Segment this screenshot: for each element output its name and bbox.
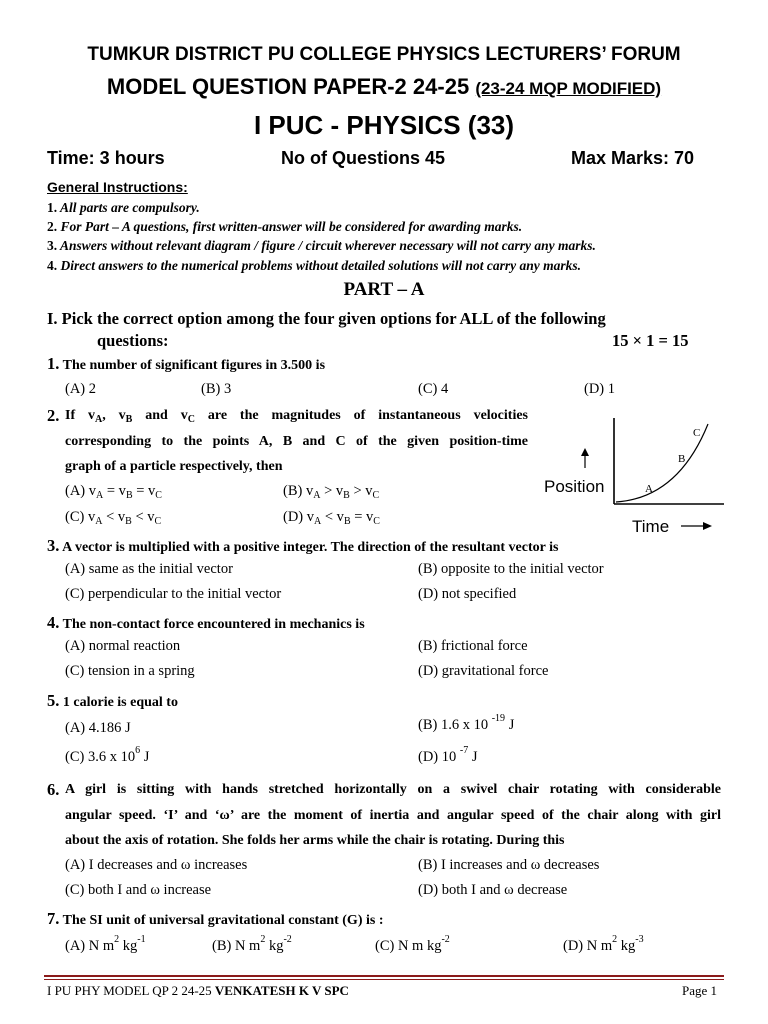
footer-rule	[44, 975, 724, 977]
q7-option-c: (C) N m $kg^{-2}$	[375, 934, 450, 954]
paper-note: (23-24 MQP MODIFIED)	[475, 79, 662, 98]
part-a-title: PART – A	[343, 279, 425, 300]
footer-left: I PU PHY MODEL QP 2 24-25 VENKATESH K V SPC	[47, 983, 349, 998]
q2-option-a: (A) $v_A = v_B = v_C$	[65, 483, 162, 501]
q3-option-a: (A) same as the initial vector	[65, 561, 233, 577]
subject-title: I PUC - PHYSICS (33)	[253, 110, 515, 140]
position-arrow-head-icon	[581, 448, 589, 456]
q6-option-a: (A) I decreases and ω increases	[65, 857, 248, 873]
question-3: 3. A vector is multiplied with a positive integer. The direction of the resultant vector is	[47, 536, 559, 555]
q5-option-d: (D) 10 $^{-7}$ J	[418, 745, 478, 765]
question-5: 5. 1 calorie is equal to	[47, 691, 178, 710]
q5-option-a: (A) 4.186 J	[65, 720, 131, 736]
section-marks: 15 × 1 = 15	[612, 331, 689, 350]
q7-option-b: (B) N $m^2$ $kg^{-2}$	[212, 934, 292, 954]
question-2-line-2: corresponding to the points A, B and C of the given position-time	[65, 434, 528, 449]
graph-x-label: Time	[632, 517, 670, 536]
q3-option-b: (B) opposite to the initial vector	[418, 561, 604, 577]
question-2-line-3: graph of a particle respectively, then	[65, 459, 283, 474]
instructions-title: General Instructions:	[47, 179, 188, 195]
footer-rule-thin	[44, 979, 724, 980]
q6-option-c: (C) both I and ω increase	[65, 882, 212, 898]
time-info: Time: 3 hours	[47, 148, 165, 168]
graph-point-c: C	[693, 427, 701, 439]
question-4: 4. The non-contact force encountered in mechanics is	[47, 613, 365, 632]
q2-option-d: (D) $v_A < v_B = v_C$	[283, 509, 380, 527]
question-2-number: 2.	[47, 406, 60, 425]
graph-point-a: A	[645, 483, 653, 495]
q7-option-d: (D) N $m^2$ $kg^{-3}$	[563, 934, 644, 954]
section-instruction: I. Pick the correct option among the four given options for ALL of the following	[47, 309, 606, 328]
q6-option-d: (D) both I and ω decrease	[418, 882, 568, 898]
q5-option-c: (C) 3.6 x $10^6$ J	[65, 745, 150, 765]
time-arrow-head-icon	[703, 522, 712, 530]
position-time-graph	[538, 412, 728, 540]
question-6-line-1: A girl is sitting with hands stretched horizontally on a swivel chair rotating with considerable	[65, 782, 721, 797]
q4-option-b: (B) frictional force	[418, 638, 528, 654]
questions-info: No of Questions 45	[281, 148, 446, 168]
instruction-3: 3. Answers without relevant diagram / figure / circuit wherever necessary will not carry any marks.	[47, 238, 596, 253]
paper-title: MODEL QUESTION PAPER-2 24-25 (23-24 MQP MODIFIED)	[106, 74, 662, 99]
q1-option-a: (A) 2	[65, 381, 97, 397]
question-6-line-3: about the axis of rotation. She folds her arms while the chair is rotating. During this	[65, 833, 565, 848]
question-1: 1. The number of significant figures in 3.500 is	[47, 354, 326, 373]
q5-option-b: (B) 1.6 x 10 $^{-19}$ J	[418, 713, 515, 733]
instruction-1: 1. All parts are compulsory.	[47, 200, 200, 215]
question-6-number: 6.	[47, 780, 60, 799]
question-6-line-2: angular speed. ‘I’ and ‘ω’ are the moment of inertia and angular speed of the chair along with girl	[65, 808, 721, 823]
question-2-line-1: If $v_A$, $v_B$ and $v_C$ are the magnitudes of instantaneous velocities	[65, 408, 528, 425]
graph-point-b: B	[678, 453, 686, 465]
q3-option-d: (D) not specified	[418, 586, 517, 602]
q7-option-a: (A) N $m^2$ $kg^{-1}$	[65, 934, 146, 954]
instruction-2: 2. For Part – A questions, first written-answer will be considered for awarding marks.	[47, 219, 523, 234]
instruction-4: 4. Direct answers to the numerical problems without detailed solutions will not carry any marks.	[47, 258, 582, 273]
q2-option-b: (B) $v_A > v_B > v_C$	[283, 483, 380, 501]
q6-option-b: (B) I increases and ω decreases	[418, 857, 600, 873]
footer-author: VENKATESH K V SPC	[214, 983, 349, 998]
footer-page: Page 1	[682, 983, 718, 998]
q4-option-d: (D) gravitational force	[418, 663, 549, 679]
marks-info: Max Marks: 70	[571, 148, 695, 168]
forum-title: TUMKUR DISTRICT PU COLLEGE PHYSICS LECTURERS’ FORUM	[87, 44, 681, 65]
q4-option-a: (A) normal reaction	[65, 638, 181, 654]
q4-option-c: (C) tension in a spring	[65, 663, 195, 679]
q1-option-c: (C) 4	[418, 381, 449, 397]
section-instruction-2: questions:	[97, 331, 169, 350]
q2-option-c: (C) $v_A < v_B < v_C$	[65, 509, 162, 527]
q1-option-b: (B) 3	[201, 381, 232, 397]
q3-option-c: (C) perpendicular to the initial vector	[65, 586, 282, 602]
graph-y-label: Position	[544, 477, 605, 496]
q1-option-d: (D) 1	[584, 381, 616, 397]
question-7: 7. The SI unit of universal gravitational constant (G) is :	[47, 909, 384, 928]
